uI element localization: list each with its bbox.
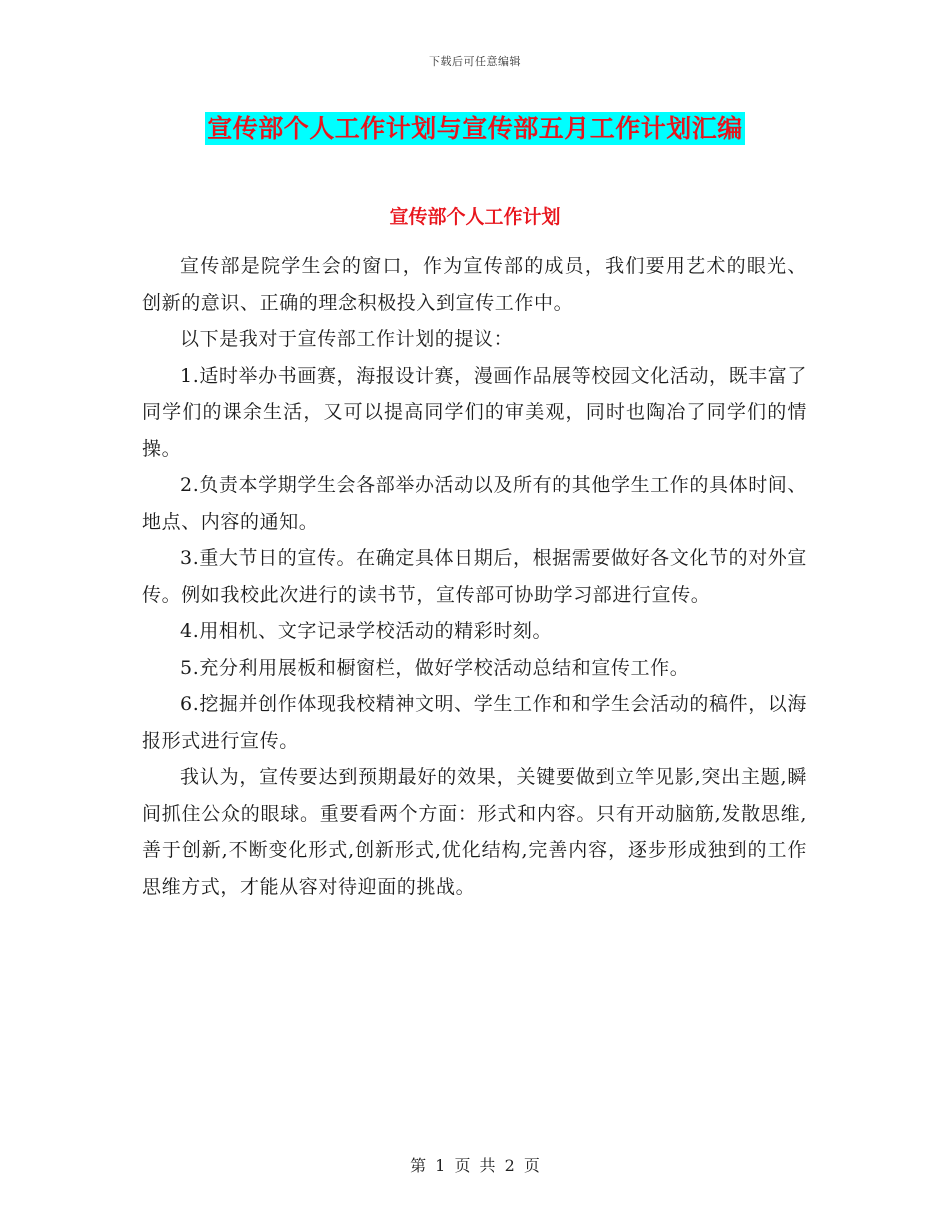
paragraph-item-5: 5.充分利用展板和橱窗栏，做好学校活动总结和宣传工作。 <box>180 656 690 679</box>
header-note: 下载后可任意编辑 <box>429 55 521 68</box>
paragraph-item-1: 1.适时举办书画赛，海报设计赛，漫画作品展等校园文化活动，既丰富了同学们的课余生活，又可以提高同学们的审美观，同时也陶冶了同学们的情操。 <box>142 364 807 460</box>
page-number-footer: 第 1 页 共 2 页 <box>410 1156 540 1175</box>
document-title <box>0 112 950 145</box>
paragraph-item-6: 6.挖掘并创作体现我校精神文明、学生工作和和学生会活动的稿件，以海报形式进行宣传。 <box>142 693 807 752</box>
paragraph-item-2: 2.负责本学期学生会各部举办活动以及所有的其他学生工作的具体时间、地点、内容的通知。 <box>142 474 807 533</box>
document-body <box>142 248 807 905</box>
paragraph-proposal-lead: 以下是我对于宣传部工作计划的提议： <box>180 328 514 350</box>
document-title-text: 宣传部个人工作计划与宣传部五月工作计划汇编 <box>207 114 743 143</box>
paragraph-conclusion: 我认为，宣传要达到预期最好的效果，关键要做到立竿见影,突出主题,瞬间抓住公众的眼球。重要看两个方面：形式和内容。只有开动脑筋,发散思维,善于创新,不断变化形式,创新形式,优化结构,完善内容，逐步形成独到的工作思维方式，才能从容对待迎面的挑战。 <box>142 766 807 898</box>
section-title: 宣传部个人工作计划 <box>389 206 561 228</box>
paragraph-item-4: 4.用相机、文字记录学校活动的精彩时刻。 <box>180 620 553 642</box>
paragraph-item-3: 3.重大节日的宣传。在确定具体日期后，根据需要做好各文化节的对外宣传。例如我校此次进行的读书节，宣传部可协助学习部进行宣传。 <box>142 547 807 606</box>
paragraph-intro: 宣传部是院学生会的窗口，作为宣传部的成员，我们要用艺术的眼光、创新的意识、正确的理念积极投入到宣传工作中。 <box>142 255 807 314</box>
